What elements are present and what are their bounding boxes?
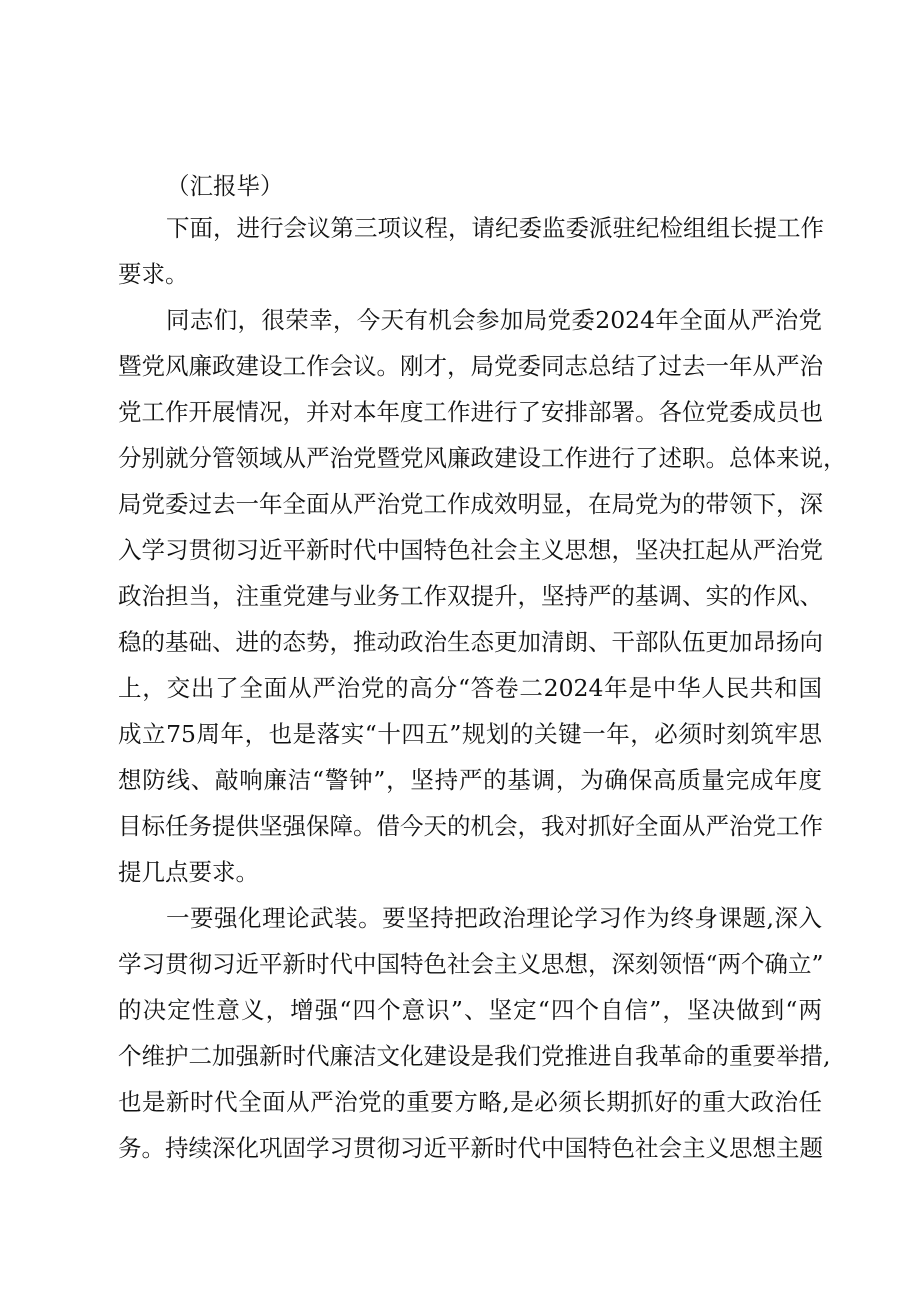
paragraph-line: 一要强化理论武装。要坚持把政治理论学习作为终身课题,深入 (166, 904, 822, 932)
paragraph-line: 提几点要求。 (118, 858, 259, 886)
paragraph-line: 政治担当，注重党建与业务工作双提升，坚持严的基调、实的作风、 (118, 582, 823, 610)
paragraph-line: 成立75周年，也是落实“十四五”规划的关键一年，必须时刻筑牢思 (118, 720, 822, 748)
paragraph-line: 下面，进行会议第三项议程，请纪委监委派驻纪检组组长提工作 (166, 214, 824, 242)
report-end-note: （汇报毕） (166, 172, 284, 200)
paragraph-line: 的决定性意义，增强“四个意识”、坚定“四个自信”，坚决做到“两 (118, 996, 822, 1024)
paragraph-line: 上，交出了全面从严治党的高分“答卷二2024年是中华人民共和国 (118, 674, 822, 702)
paragraph-line: 学习贯彻习近平新时代中国特色社会主义思想，深刻领悟“两个确立” (118, 950, 824, 978)
paragraph-line: 要求。 (118, 260, 189, 288)
paragraph-line: 入学习贯彻习近平新时代中国特色社会主义思想，坚决扛起从严治党 (118, 536, 823, 564)
paragraph-line: 暨党风廉政建设工作会议。刚才，局党委同志总结了过去一年从严治 (118, 352, 823, 380)
paragraph-line: 想防线、敲响廉洁“警钟”，坚持严的基调，为确保高质量完成年度 (118, 766, 822, 794)
paragraph-line: 务。持续深化巩固学习贯彻习近平新时代中国特色社会主义思想主题 (118, 1134, 823, 1162)
paragraph-line: 也是新时代全面从严治党的重要方略,是必须长期抓好的重大政治任 (118, 1088, 822, 1116)
paragraph-line: 个维护二加强新时代廉洁文化建设是我们党推进自我革命的重要举措, (118, 1042, 831, 1070)
paragraph-line: 目标任务提供坚强保障。借今天的机会，我对抓好全面从严治党工作 (118, 812, 823, 840)
paragraph-line: 党工作开展情况，并对本年度工作进行了安排部署。各位党委成员也 (118, 398, 823, 426)
paragraph-line: 稳的基础、进的态势，推动政治生态更加清朗、干部队伍更加昂扬向 (118, 628, 823, 656)
paragraph-line: 分别就分管领域从严治党暨党风廉政建设工作进行了述职。总体来说， (118, 444, 847, 472)
paragraph-line: 局党委过去一年全面从严治党工作成效明显，在局党为的带领下，深 (118, 490, 823, 518)
paragraph-line: 同志们，很荣幸，今天有机会参加局党委2024年全面从严治党 (166, 306, 822, 334)
